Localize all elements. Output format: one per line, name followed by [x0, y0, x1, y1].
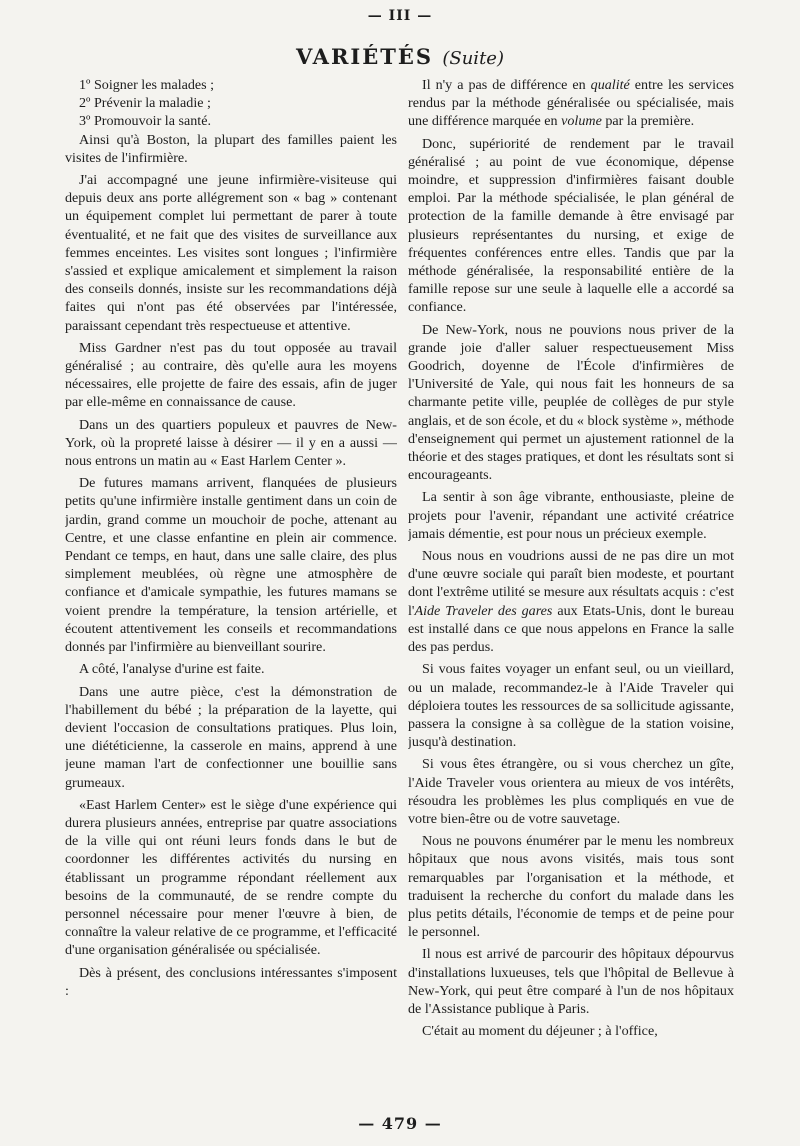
list-item: 1º Soigner les malades ;: [79, 77, 215, 93]
emphasis: Aide Traveler des gares: [414, 602, 553, 619]
emphasis: volume: [561, 113, 602, 130]
section-title: [0, 44, 800, 69]
section-title-subtitle: (Suite): [442, 48, 504, 69]
paragraph: Il nous est arrivé de parcourir des hôpitaux dépourvus d'installations luxueuses, tels que l'hôpital de Bellevue à New-York, qui peut être comparé à l'un de nos hôpitaux de l'Assistance publique à Paris.: [408, 946, 734, 1017]
text-run: aux Etats-Unis, dont le bureau est installé dans ce que nous appelons en France la salle des pas perdus.: [408, 602, 734, 656]
paragraph: Si vous faites voyager un enfant seul, ou un vieillard, ou un malade, recommandez-le à l'Aide Traveler qui déploiera toutes les ressources de sa sollicitude agissante, passera la consigne à sa collègue de la station voisine, jusqu'à destination.: [408, 661, 734, 751]
paragraph: La sentir à son âge vibrante, enthousiaste, pleine de projets pour l'avenir, répandant une activité créatrice jamais démentie, est pour nous un précieux exemple.: [408, 489, 734, 542]
paragraph: De futures mamans arrivent, flanquées de plusieurs petits qu'une infirmière installe gentiment dans un coin de jardin, grand comme un mouchoir de poche, attenant au Centre, et une classe enfantine en plein air commence. Pendant ce temps, en haut, dans une salle claire, des plus simplement meublées, où règne une atmosphère de confiance et d'amicale sympathie, les futures mamans se voient prendre la température, la tension artérielle, et écoutent attentivement les conseils et recommandations donnés par l'infirmière au bienveillant sourire.: [65, 475, 397, 656]
paragraph: Dans une autre pièce, c'est la démonstration de l'habillement du bébé ; la préparation de la layette, qui devient l'occasion de consultations pratiques. Plus loin, une diététicienne, la casserole en mains, apprend à une jeune maman l'art de confectionner une bouillie sans grumeaux.: [65, 683, 397, 791]
paragraph: Dans un des quartiers populeux et pauvres de New-York, où la propreté laisse à désirer — il y en a aussi — nous entrons un matin au « East Harlem Center ».: [65, 416, 397, 470]
paragraph: Si vous êtes étrangère, ou si vous cherchez un gîte, l'Aide Traveler vous orientera au mieux de vos intérêts, résoudra les problèmes les plus compliqués en vue de votre bien-être ou de votre sauvetage.: [408, 756, 734, 827]
paragraph: Ainsi qu'à Boston, la plupart des familles paient les visites de l'infirmière.: [65, 131, 397, 166]
list-item: 2º Prévenir la maladie ;: [79, 95, 211, 112]
section-title-main: VARIÉTÉS: [296, 44, 434, 69]
emphasis: qualité: [590, 77, 630, 93]
paragraph: Miss Gardner n'est pas du tout opposée au travail généralisé ; au contraire, dès qu'elle aura les moyens nécessaires, elle projette de faire des essais, afin de juger par elle-même en connaissance de cause.: [65, 339, 397, 411]
text-run: par la première.: [601, 113, 695, 130]
text-run: Il n'y a pas de différence en: [422, 77, 591, 93]
paragraph: [408, 547, 734, 656]
page-header-roman-numeral: — III —: [367, 8, 433, 24]
paragraph: [408, 76, 734, 131]
paragraph: «East Harlem Center» est le siège d'une expérience qui durera plusieurs années, entreprise par quatre associations de la ville qui ont réuni leurs fonds dans le but de coordonner les différentes activités du nursing en établissant un programme répondant réellement aux besoins de la communauté, de se rendre compte du personnel nécessaire pour mener l'œuvre à bien, de connaître la valeur relative de ce programme, et l'efficacité d'une organisation généralisée ou spécialisée.: [65, 796, 397, 959]
paragraph: Nous ne pouvons énumérer par le menu les nombreux hôpitaux que nous avons visités, mais tous sont remarquables par l'organisation et la méthode, et traduisent la recherche du confort du malade dans les plus petits détails, l'économie de temps et de peine pour le personnel.: [408, 833, 734, 941]
text-run: Nous nous en voudrions aussi de ne pas dire un mot d'une œuvre sociale qui paraît bien modeste, et pourtant dont l'extrême utilité se mesure aux résultats acquis : c'est l': [408, 548, 734, 619]
left-column: [65, 76, 397, 1111]
paragraph: Donc, supériorité de rendement par le travail généralisé ; au point de vue économique, dépense moindre, et suppression d'infirmières faisant double emploi. Par la méthode spécialisée, le plan général de protection de la famille demande à être envisagé par plusieurs représentantes du nursing, et exige de fréquentes conférences entre elles. Tandis que par la méthode généralisée, la responsabilité entière de la famille repose sur une seule à laquelle elle a accordé sa confiance.: [408, 135, 734, 316]
text-run: entre les services rendus par la méthode généralisée ou spécialisée, mais une différence marquée en: [408, 77, 734, 130]
paragraph: C'était au moment du déjeuner ; à l'office,: [422, 1023, 658, 1040]
paragraph: Dès à présent, des conclusions intéressantes s'imposent :: [65, 964, 397, 999]
paragraph: J'ai accompagné une jeune infirmière-visiteuse qui depuis deux ans porte allégrement son « bag » contenant un équipement complet lui permettant de parer à toute éventualité, et ne fait que des visites de surveillance aux femmes enceintes. Les visites sont longues ; l'infirmière s'assied et explique amicalement et simplement la raison des conseils donnés, insiste sur les recommandations déjà faites qui n'ont pas été observées par l'intéressée, paraissant cependant très respectueuse et attentive.: [65, 172, 397, 334]
right-column: [408, 76, 734, 1111]
paragraph: De New-York, nous ne pouvions nous priver de la grande joie d'aller saluer respectueusement Miss Goodrich, doyenne de l'École d'infirmières de l'Université de Yale, qui nous fait les honneurs de sa charmante petite ville, peuplée de collèges de pur style anglais, et de son école, et du « block système », méthode d'enseignement qui permet un ajustement rationnel de la théorie et des stages pratiques, et dont les résultats sont si encourageants.: [408, 321, 734, 484]
list-item: 3º Promouvoir la santé.: [79, 113, 211, 130]
paragraph: A côté, l'analyse d'urine est faite.: [79, 661, 265, 678]
objectives-list: [65, 76, 397, 131]
page-number: — 479 —: [358, 1114, 442, 1133]
